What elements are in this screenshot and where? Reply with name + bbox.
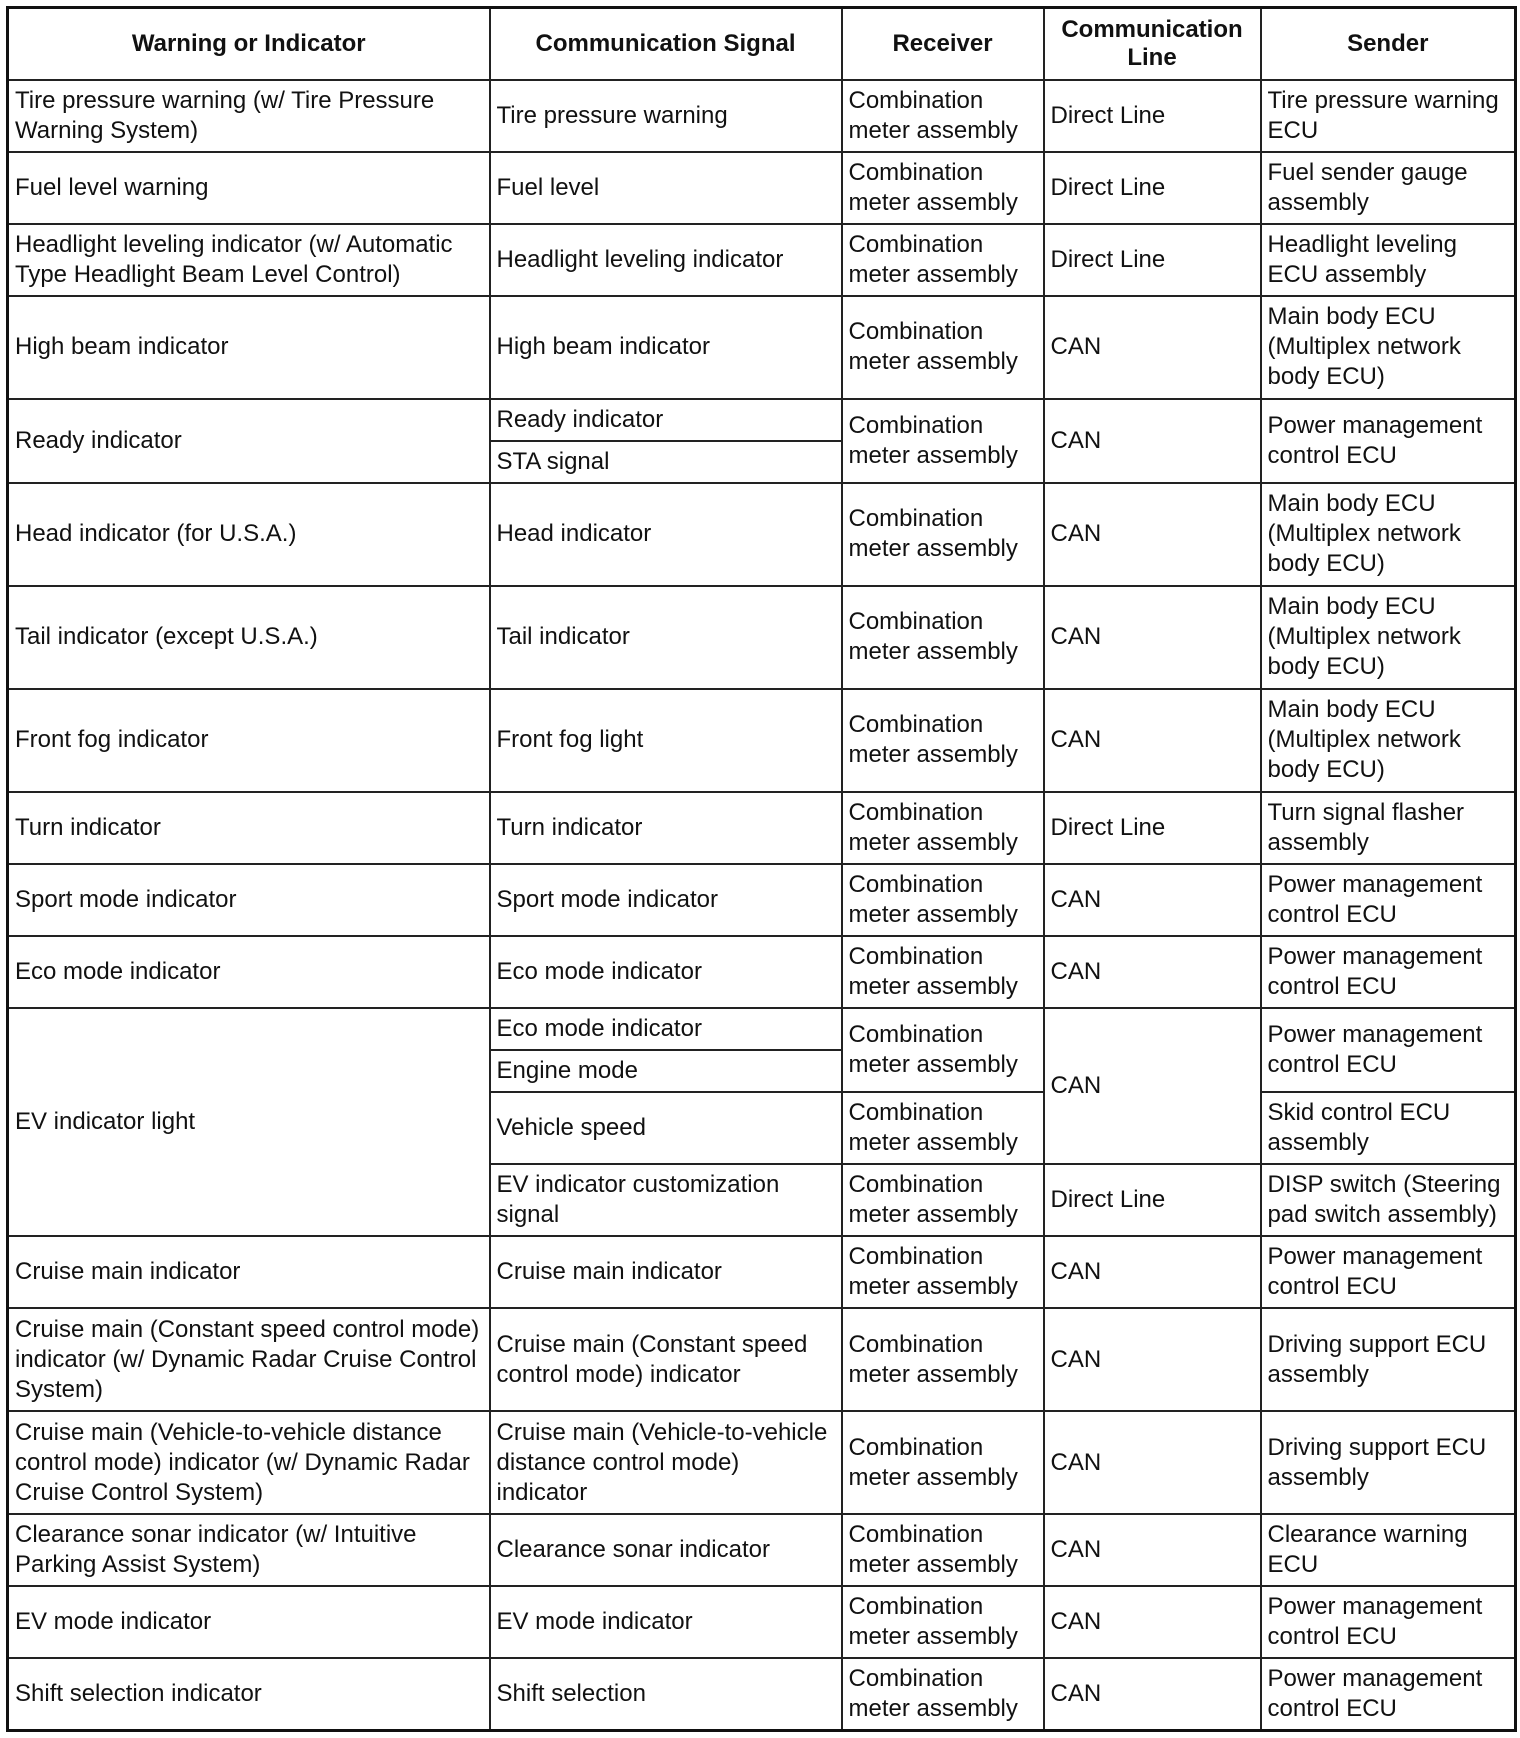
table-row bbox=[8, 792, 1516, 864]
table-cell: Engine mode bbox=[490, 1050, 842, 1092]
table-cell: Cruise main indicator bbox=[490, 1236, 842, 1308]
communication-table bbox=[6, 6, 1517, 1732]
table-cell: Combination meter assembly bbox=[842, 1236, 1044, 1308]
table-cell: Eco mode indicator bbox=[8, 936, 490, 1008]
table-cell: Turn indicator bbox=[490, 792, 842, 864]
table-cell: Ready indicator bbox=[490, 399, 842, 441]
header-row bbox=[8, 8, 1516, 80]
table-cell: Combination meter assembly bbox=[842, 1308, 1044, 1411]
table-cell: EV indicator light bbox=[8, 1008, 490, 1236]
table-cell: Eco mode indicator bbox=[490, 1008, 842, 1050]
table-cell: Head indicator bbox=[490, 483, 842, 586]
table-cell: Main body ECU (Multiplex network body ECU) bbox=[1261, 586, 1516, 689]
table-cell: Front fog light bbox=[490, 689, 842, 792]
header-receiver: Receiver bbox=[842, 8, 1044, 80]
table-cell: DISP switch (Steering pad switch assembly) bbox=[1261, 1164, 1516, 1236]
table-cell: Combination meter assembly bbox=[842, 936, 1044, 1008]
table-row bbox=[8, 296, 1516, 399]
table-cell: Turn indicator bbox=[8, 792, 490, 864]
table-cell: Cruise main (Constant speed control mode) indicator bbox=[490, 1308, 842, 1411]
table-cell: Combination meter assembly bbox=[842, 864, 1044, 936]
table-cell: CAN bbox=[1044, 689, 1261, 792]
table-cell: Front fog indicator bbox=[8, 689, 490, 792]
table-cell: Combination meter assembly bbox=[842, 80, 1044, 152]
table-cell: Combination meter assembly bbox=[842, 1164, 1044, 1236]
table-cell: Fuel sender gauge assembly bbox=[1261, 152, 1516, 224]
table-cell: Cruise main (Constant speed control mode) indicator (w/ Dynamic Radar Cruise Control System) bbox=[8, 1308, 490, 1411]
table-cell: Head indicator (for U.S.A.) bbox=[8, 483, 490, 586]
table-row bbox=[8, 1586, 1516, 1658]
table-row bbox=[8, 1008, 1516, 1050]
table-cell: Shift selection bbox=[490, 1658, 842, 1730]
table-row bbox=[8, 1236, 1516, 1308]
table-cell: Headlight leveling indicator (w/ Automatic Type Headlight Beam Level Control) bbox=[8, 224, 490, 296]
table-cell: Combination meter assembly bbox=[842, 1586, 1044, 1658]
table-body bbox=[8, 80, 1516, 1731]
table-cell: Combination meter assembly bbox=[842, 689, 1044, 792]
table-cell: Tail indicator (except U.S.A.) bbox=[8, 586, 490, 689]
table-cell: CAN bbox=[1044, 1308, 1261, 1411]
table-cell: CAN bbox=[1044, 399, 1261, 483]
table-cell: Cruise main indicator bbox=[8, 1236, 490, 1308]
table-cell: Skid control ECU assembly bbox=[1261, 1092, 1516, 1164]
table-cell: Clearance sonar indicator (w/ Intuitive Parking Assist System) bbox=[8, 1514, 490, 1586]
table-cell: Cruise main (Vehicle-to-vehicle distance control mode) indicator bbox=[490, 1411, 842, 1514]
table-cell: CAN bbox=[1044, 483, 1261, 586]
table-cell: Cruise main (Vehicle-to-vehicle distance control mode) indicator (w/ Dynamic Radar Cruise Control System) bbox=[8, 1411, 490, 1514]
table-row bbox=[8, 1514, 1516, 1586]
table-row bbox=[8, 483, 1516, 586]
table-row bbox=[8, 152, 1516, 224]
table-cell: Combination meter assembly bbox=[842, 224, 1044, 296]
table-cell: Combination meter assembly bbox=[842, 483, 1044, 586]
table-cell: Fuel level warning bbox=[8, 152, 490, 224]
table-cell: Power management control ECU bbox=[1261, 399, 1516, 483]
table-cell: Main body ECU (Multiplex network body ECU) bbox=[1261, 689, 1516, 792]
table-cell: Driving support ECU assembly bbox=[1261, 1308, 1516, 1411]
table-row bbox=[8, 224, 1516, 296]
table-cell: Driving support ECU assembly bbox=[1261, 1411, 1516, 1514]
table-cell: Combination meter assembly bbox=[842, 152, 1044, 224]
table-row bbox=[8, 689, 1516, 792]
table-cell: EV mode indicator bbox=[8, 1586, 490, 1658]
table-cell: Main body ECU (Multiplex network body ECU) bbox=[1261, 483, 1516, 586]
table-row bbox=[8, 864, 1516, 936]
table-cell: Headlight leveling indicator bbox=[490, 224, 842, 296]
table-cell: CAN bbox=[1044, 586, 1261, 689]
table-cell: Tire pressure warning (w/ Tire Pressure Warning System) bbox=[8, 80, 490, 152]
table-cell: CAN bbox=[1044, 1008, 1261, 1164]
table-row bbox=[8, 586, 1516, 689]
table-cell: Power management control ECU bbox=[1261, 864, 1516, 936]
header-warning-or-indicator: Warning or Indicator bbox=[8, 8, 490, 80]
table-cell: Direct Line bbox=[1044, 1164, 1261, 1236]
table-cell: Combination meter assembly bbox=[842, 1658, 1044, 1730]
table-cell: Ready indicator bbox=[8, 399, 490, 483]
table-cell: Direct Line bbox=[1044, 792, 1261, 864]
table-cell: High beam indicator bbox=[490, 296, 842, 399]
table-cell: Power management control ECU bbox=[1261, 936, 1516, 1008]
table-cell: CAN bbox=[1044, 1236, 1261, 1308]
table-cell: Sport mode indicator bbox=[490, 864, 842, 936]
table-cell: Tail indicator bbox=[490, 586, 842, 689]
table-cell: Power management control ECU bbox=[1261, 1586, 1516, 1658]
table-cell: Tire pressure warning bbox=[490, 80, 842, 152]
table-cell: Power management control ECU bbox=[1261, 1236, 1516, 1308]
header-sender: Sender bbox=[1261, 8, 1516, 80]
table-cell: Combination meter assembly bbox=[842, 1008, 1044, 1092]
table-cell: Clearance sonar indicator bbox=[490, 1514, 842, 1586]
header-communication-line: Communication Line bbox=[1044, 8, 1261, 80]
table-cell: Combination meter assembly bbox=[842, 792, 1044, 864]
table-row bbox=[8, 80, 1516, 152]
table-cell: CAN bbox=[1044, 1514, 1261, 1586]
table-cell: High beam indicator bbox=[8, 296, 490, 399]
table-cell: CAN bbox=[1044, 296, 1261, 399]
table-cell: CAN bbox=[1044, 864, 1261, 936]
table-cell: Combination meter assembly bbox=[842, 1514, 1044, 1586]
table-cell: Combination meter assembly bbox=[842, 399, 1044, 483]
table-cell: Direct Line bbox=[1044, 152, 1261, 224]
table-cell: Turn signal flasher assembly bbox=[1261, 792, 1516, 864]
table-cell: Combination meter assembly bbox=[842, 586, 1044, 689]
table-cell: CAN bbox=[1044, 936, 1261, 1008]
table-cell: EV indicator customization signal bbox=[490, 1164, 842, 1236]
table-cell: Eco mode indicator bbox=[490, 936, 842, 1008]
table-cell: Combination meter assembly bbox=[842, 296, 1044, 399]
header-communication-signal: Communication Signal bbox=[490, 8, 842, 80]
table-cell: Clearance warning ECU bbox=[1261, 1514, 1516, 1586]
table-cell: Power management control ECU bbox=[1261, 1658, 1516, 1730]
table-cell: Combination meter assembly bbox=[842, 1092, 1044, 1164]
table-row bbox=[8, 399, 1516, 441]
table-cell: Shift selection indicator bbox=[8, 1658, 490, 1730]
table-cell: STA signal bbox=[490, 441, 842, 483]
table-cell: Fuel level bbox=[490, 152, 842, 224]
table-cell: Main body ECU (Multiplex network body ECU) bbox=[1261, 296, 1516, 399]
table-row bbox=[8, 936, 1516, 1008]
table-row bbox=[8, 1308, 1516, 1411]
table-cell: Direct Line bbox=[1044, 80, 1261, 152]
document-page bbox=[6, 6, 1514, 1732]
table-cell: Tire pressure warning ECU bbox=[1261, 80, 1516, 152]
table-cell: Combination meter assembly bbox=[842, 1411, 1044, 1514]
table-cell: Sport mode indicator bbox=[8, 864, 490, 936]
table-cell: Vehicle speed bbox=[490, 1092, 842, 1164]
table-cell: Direct Line bbox=[1044, 224, 1261, 296]
table-row bbox=[8, 1411, 1516, 1514]
table-cell: Power management control ECU bbox=[1261, 1008, 1516, 1092]
table-cell: Headlight leveling ECU assembly bbox=[1261, 224, 1516, 296]
table-cell: EV mode indicator bbox=[490, 1586, 842, 1658]
table-cell: CAN bbox=[1044, 1586, 1261, 1658]
table-cell: CAN bbox=[1044, 1411, 1261, 1514]
table-cell: CAN bbox=[1044, 1658, 1261, 1730]
table-row bbox=[8, 1658, 1516, 1730]
